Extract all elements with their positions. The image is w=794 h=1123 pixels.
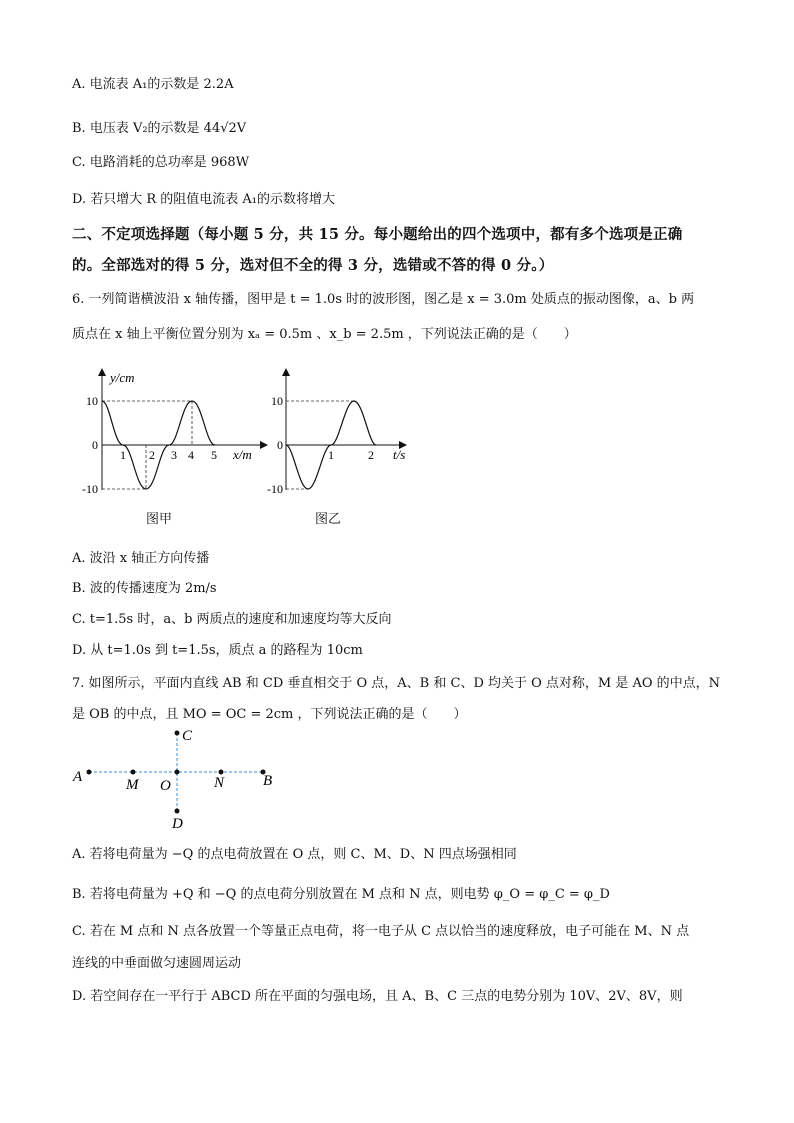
jia-xtick-3: 3 [171,448,177,462]
yi-ytick-0: 0 [277,438,283,452]
q7-stem-line1: 7. 如图所示，平面内直线 AB 和 CD 垂直相交于 O 点，A、B 和 C、D 均关于 O 点对称，M 是 AO 的中点，N [72,676,721,691]
q7-option-c-line1: C. 若在 M 点和 N 点各放置一个等量正点电荷，将一电子从 C 点以恰当的速度释放，电子可能在 M、N 点 [72,924,690,939]
jia-xtick-4: 4 [188,448,194,462]
yi-xtick-1: 1 [328,448,334,462]
yi-ytick-neg10: -10 [267,482,283,496]
figure-yi-vibration-graph [255,360,415,505]
q7-option-d: D. 若空间存在一平行于 ABCD 所在平面的匀强电场，且 A、B、C 三点的电势分别为 10V、2V、8V，则 [72,989,683,1004]
point-n [219,770,224,775]
jia-xtick-5: 5 [211,448,217,462]
point-a [87,770,92,775]
q6-option-a: A. 波沿 x 轴正方向传播 [72,551,210,566]
label-a: A [73,769,83,785]
figure-yi-caption: 图乙 [315,512,342,527]
point-d [175,809,180,814]
jia-ytick-10: 10 [86,394,98,408]
option-c-prev: C. 电路消耗的总功率是 968W [72,155,250,170]
jia-xtick-1: 1 [120,448,126,462]
yi-ytick-10: 10 [271,394,283,408]
option-b-prev: B. 电压表 V₂的示数是 44√2V [72,121,247,136]
jia-ytick-0: 0 [92,438,98,452]
yi-xtick-2: 2 [368,448,374,462]
label-o: O [160,778,171,794]
label-d: D [172,816,183,832]
point-m [131,770,136,775]
label-m: M [126,777,139,793]
jia-xlabel: x/m [233,447,252,462]
option-a-prev: A. 电流表 A₁的示数是 2.2A [72,77,234,92]
point-o [175,770,180,775]
jia-ytick-neg10: -10 [82,482,98,496]
q7-stem-line2: 是 OB 的中点，且 MO = OC = 2cm ，下列说法正确的是（ ） [72,707,467,722]
point-c [175,731,180,736]
jia-xtick-2: 2 [149,448,155,462]
jia-ylabel: y/cm [110,370,135,385]
q6-option-c: C. t=1.5s 时，a、b 两质点的速度和加速度均等大反向 [72,612,392,627]
figure-jia-wave-graph [70,360,270,505]
label-b: B [263,773,273,789]
section-heading-line2: 的。全部选对的得 5 分，选对但不全的得 3 分，选错或不答的得 0 分。） [72,257,554,274]
q7-option-b: B. 若将电荷量为 +Q 和 −Q 的点电荷分别放置在 M 点和 N 点，则电势 φ_O = φ_C = φ_D [72,887,610,902]
figure-jia-caption: 图甲 [146,512,173,527]
yi-xlabel: t/s [393,447,406,462]
q7-option-c-line2: 连线的中垂面做匀速圆周运动 [72,956,242,971]
q7-option-a: A. 若将电荷量为 −Q 的点电荷放置在 O 点，则 C、M、D、N 四点场强相同 [72,847,517,862]
option-d-prev: D. 若只增大 R 的阻值电流表 A₁的示数将增大 [72,192,336,207]
q6-option-d: D. 从 t=1.0s 到 t=1.5s，质点 a 的路程为 10cm [72,643,363,658]
q6-stem-line1: 6. 一列简谐横波沿 x 轴传播，图甲是 t = 1.0s 时的波形图，图乙是 x = 3.0m 处质点的振动图像，a、b 两 [72,292,695,307]
q6-option-b: B. 波的传播速度为 2m/s [72,581,217,596]
q7-figure-lines [70,725,290,833]
label-c: C [182,728,193,744]
q6-stem-line2: 质点在 x 轴上平衡位置分别为 xₐ = 0.5m 、x_b = 2.5m ，下列说法正确的是（ ） [72,327,577,342]
label-n: N [214,775,225,791]
section-heading-line1: 二、不定项选择题（每小题 5 分，共 15 分。每小题给出的四个选项中，都有多个选项是正确 [72,226,683,243]
